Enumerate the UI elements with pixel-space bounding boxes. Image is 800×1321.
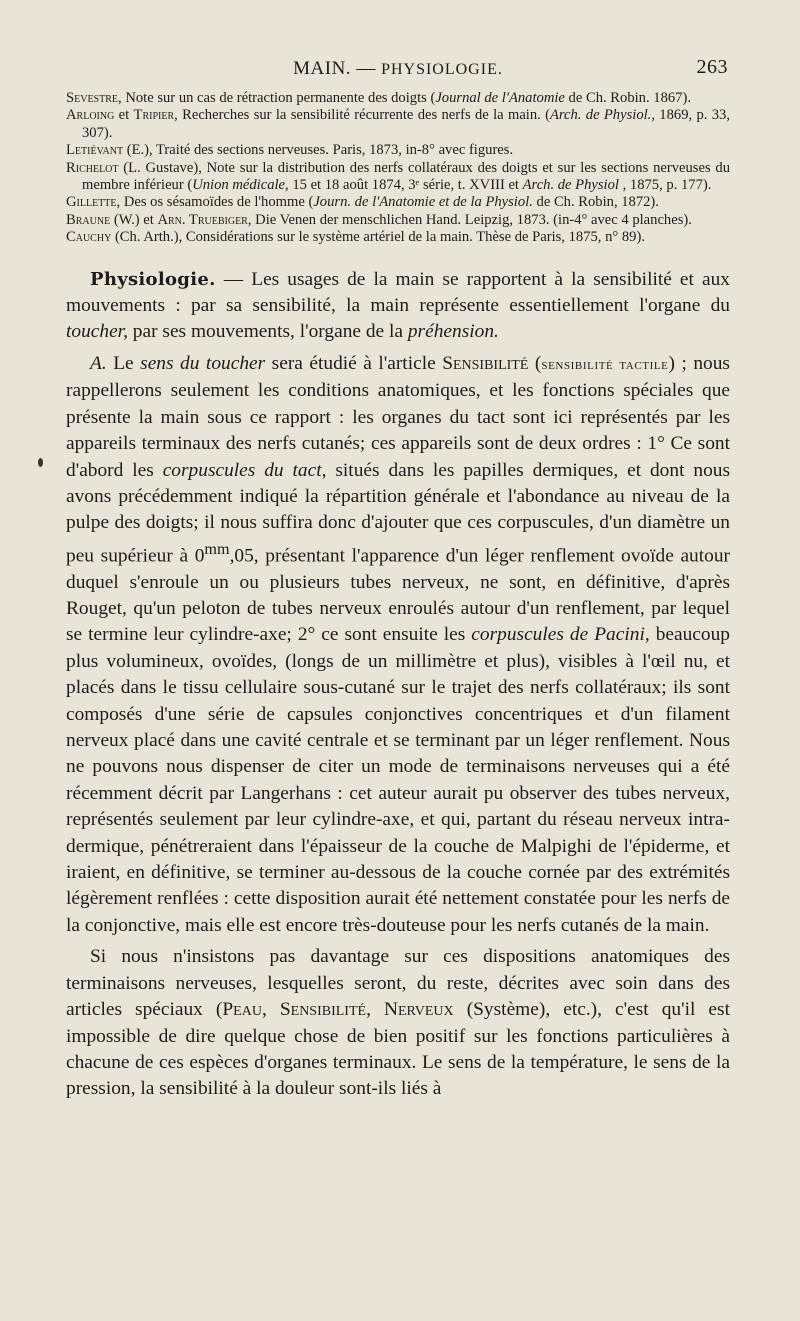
body-text [66, 267, 730, 1103]
reference-item: Sevestre, Note sur un cas de rétraction permanente des doigts (Journal de l'Anatomie de Ch. Robin. 1867). [66, 90, 691, 106]
running-header [66, 52, 730, 86]
reference-item: Cauchy (Ch. Arth.), Considérations sur le système artériel de la main. Thèse de Paris, 1875, n° 89). [66, 229, 645, 246]
reference-item: Arloing et Tripier, Recherches sur la sensibilité récurrente des nerfs de la main. (Arch. de Physiol., 1869, p. 33, 307). [66, 107, 730, 141]
paragraph-physiologie: Physiologie. — Les usages de la main se rapportent à la sensibilité et aux mouvements : par sa sensibilité, la main représente essentiellement l'organe du toucher, par ses mouvements, l'organe de la préhension. [66, 268, 730, 343]
section-heading: Physiologie. [90, 268, 216, 290]
paragraph-sens-du-toucher: A. Le sens du toucher sera étudié à l'article Sensibilité (sensibilité tactile) ; nous rappellerons seulement les conditions anatomiques, et les fonctions spéciales que présente la main sous ce rapport : les organes du tact sont ici représentés par les appareils terminaux des nerfs cutanés; ces appareils sont de deux ordres : 1° Ce sont d'abord les corpuscules du tact, situés dans les papilles dermiques, et dont nous avons précédemment indiqué la répartition générale et l'abondance au niveau de la pulpe des doigts; il nous suffira donc d'ajouter que ces corpuscules, d'un diamètre un peu supérieur à $0^{mm},05$, présentant l'apparence d'un léger renflement ovoïde autour duquel s'enroule un ou plusieurs tubes nerveux, ne sont, en définitive, d'après Rouget, qu'un peloton de tubes nerveux enroulés autour d'un renflement, par lequel se termine leur cylindre-axe; 2° ce sont ensuite les corpuscules de Pacini, beaucoup plus volumineux, ovoïdes, (longs de un millimètre et plus), visibles à l'œil nu, et placés dans le tissu cellulaire sous-cutané sur le trajet des nerfs collatéraux; ils sont composés d'une série de capsules conjonctives concentriques et d'un filament nerveux placé dans une cavité centrale et se terminant par un léger renflement. Nous ne pouvons nous dispenser de citer un mode de terminaisons nerveuses qui a été récemment décrit par Langerhans : cet auteur aurait pu observer des tubes nerveux, représentés seulement par leur cylindre-axe, et qui, partant du réseau nerveux intra-dermique, pénétreraient dans l'épaisseur de la couche de Malpighi de l'épiderme, et iraient, en définitive, se terminer au-dessous de la couche cornée par des extrémités légèrement renflées : cette disposition aurait été nettement constatée pour les nerfs de la conjonctive, mais elle est encore très-douteuse pour les nerfs cutanés de la main. [66, 352, 731, 936]
header-dash: — [356, 58, 376, 79]
header-section: PHYSIOLOGIE. [381, 61, 503, 78]
ink-spot-icon [38, 458, 43, 467]
reference-item: Letiévant (E.), Traité des sections nerveuses. Paris, 1873, in-8° avec figures. [66, 142, 514, 159]
bibliography [66, 90, 730, 247]
reference-item: Richelot (L. Gustave), Note sur la distribution des nerfs collatéraux des doigts et sur les sections nerveuses du membre inférieur (Union médicale, 15 et 18 août 1874, 3ᵉ série, t. XVIII et Arch. de Physiol , 1875, p. 177). [66, 159, 730, 194]
paragraph-terminaisons: Si nous n'insistons pas davantage sur ces dispositions anatomiques des terminaisons nerveuses, lesquelles seront, du reste, décrites avec soin dans des articles spéciaux (Peau, Sensibilité, Nerveux (Système), etc.), c'est qu'il est impossible de dire quelque chose de bien positif sur les fonctions particulières à chacune de ces espèces d'organes terminaux. Le sens de la température, le sens de la pression, la sensibilité à la douleur sont-ils liés à [66, 946, 730, 1100]
reference-item: Gillette, Des os sésamoïdes de l'homme (Journ. de l'Anatomie et de la Physiol. de Ch. Robin, 1872). [66, 194, 659, 211]
running-title [293, 52, 503, 80]
header-title-main: MAIN. [293, 58, 352, 79]
page-number: 263 [696, 56, 728, 78]
reference-item: Braune (W.) et Arn. Truebiger, Die Venen der menschlichen Hand. Leipzig, 1873. (in-4° avec 4 planches). [66, 211, 692, 228]
